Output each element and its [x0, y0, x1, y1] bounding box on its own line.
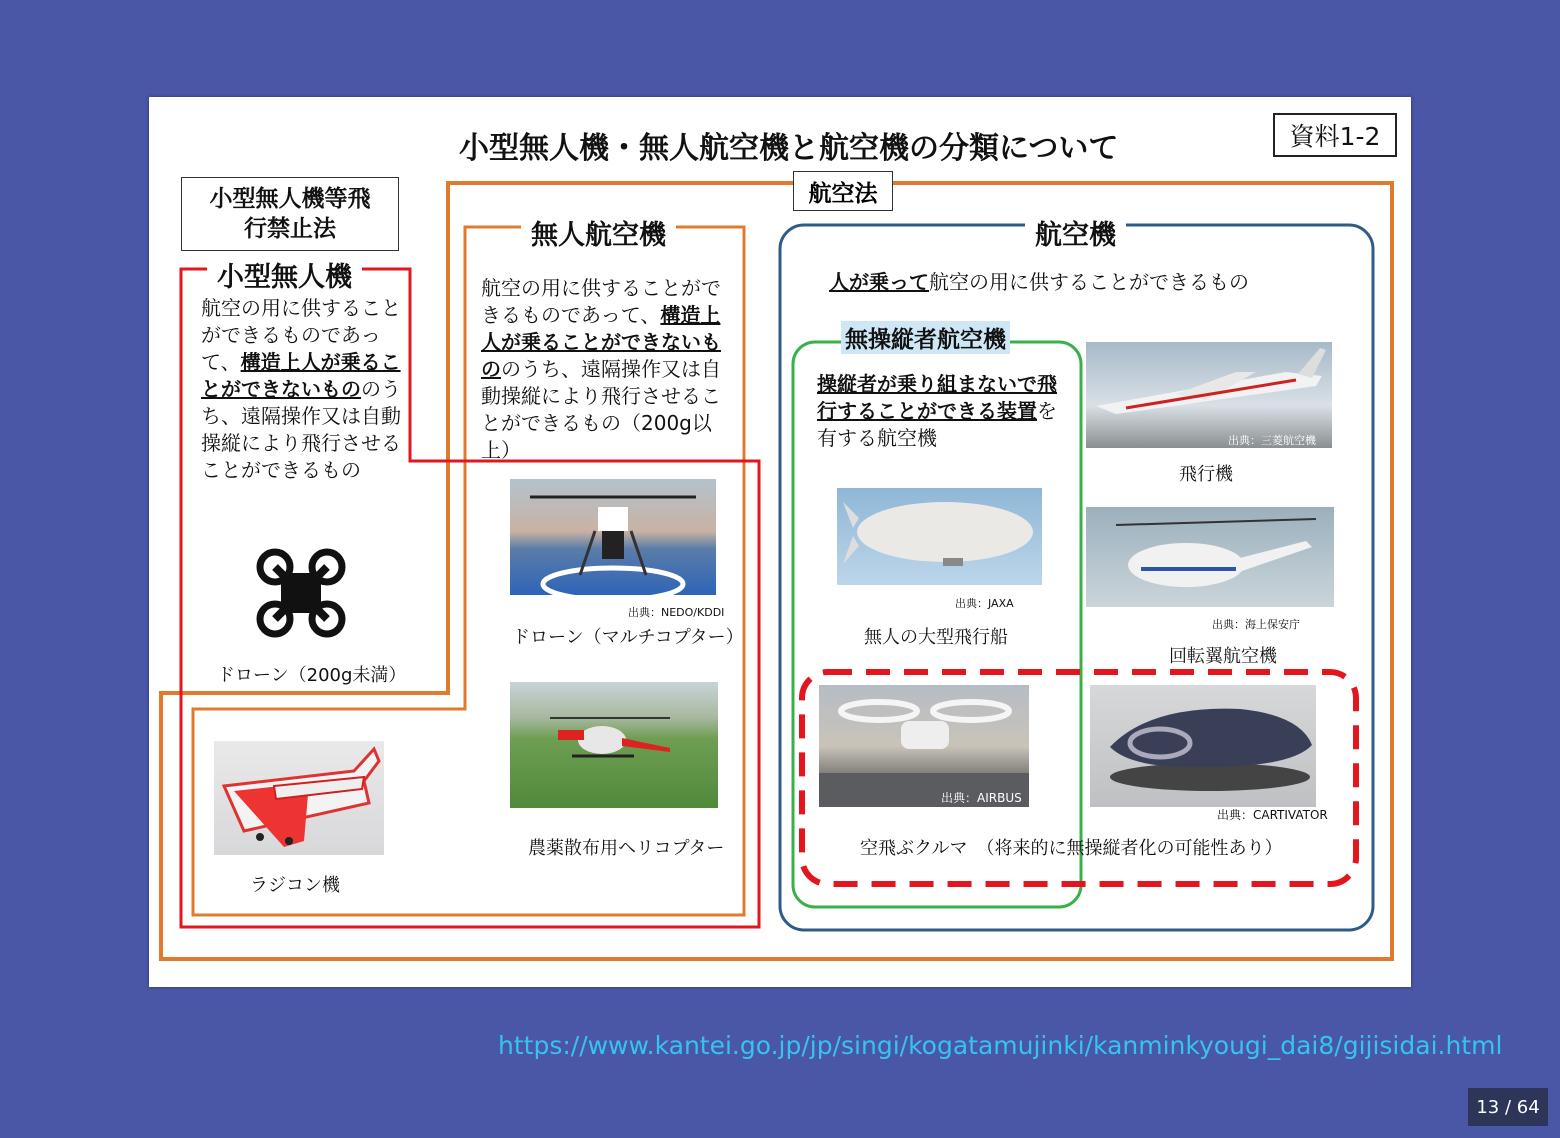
- unmanned-aircraft-definition: 操縦者が乗り組まないで飛行することができる装置を有する航空機: [817, 372, 1057, 450]
- airbus-credit: 出典：AIRBUS: [941, 791, 1022, 805]
- source-url-link[interactable]: https://www.kantei.go.jp/jp/singi/kogatamujinki/kanminkyougi_dai8/gijisidai.html: [498, 1031, 1503, 1060]
- document-ref-label: 資料1-2: [1273, 113, 1397, 157]
- rotorcraft-caption: 回転翼航空機: [1169, 646, 1277, 667]
- slide: [149, 97, 1411, 987]
- rc-plane-photo: [214, 741, 384, 855]
- airplane-caption: 飛行機: [1179, 464, 1233, 485]
- unmanned-aircraft-heading: 無操縦者航空機: [841, 321, 1010, 354]
- multicopter-caption: ドローン（マルチコプター）: [512, 627, 744, 648]
- aircraft-definition: 人が乗って航空の用に供することができるもの: [829, 270, 1249, 294]
- cartivator-flying-car-photo: [1090, 685, 1316, 807]
- aviation-law-label: 航空法: [793, 171, 893, 211]
- slide-title: 小型無人機・無人航空機と航空機の分類について: [459, 131, 1119, 166]
- rc-plane-caption: ラジコン機: [250, 875, 340, 896]
- small-drone-definition: 航空の用に供することができるものであって、構造上人が乗ることができないもののうち、遠隔操作又は自動操縦により飛行させることができるもの: [201, 296, 401, 482]
- multicopter-photo: [510, 479, 716, 595]
- small-drone-caption: ドローン（200g未満）: [217, 665, 407, 686]
- law-box: 小型無人機等飛 行禁止法: [181, 177, 399, 251]
- flying-car-caption: 空飛ぶクルマ （将来的に無操縦者化の可能性あり）: [860, 838, 1283, 859]
- rotorcraft-credit: 出典：海上保安庁: [1212, 618, 1300, 631]
- airplane-credit: 出典：三菱航空機: [1228, 434, 1316, 447]
- rotorcraft-photo: [1086, 507, 1334, 607]
- small-drone-heading: 小型無人機: [207, 255, 362, 294]
- multicopter-credit: 出典：NEDO/KDDI: [628, 606, 725, 619]
- airship-photo: [837, 488, 1042, 585]
- cartivator-credit: 出典：CARTIVATOR: [1217, 808, 1328, 822]
- slide-pager: 13 / 64: [1468, 1088, 1548, 1126]
- uav-definition: 航空の用に供することができるものであって、構造上人が乗ることができないもののうち、遠隔操作又は自動操縦により飛行させることができるもの（200g以上）: [481, 276, 721, 462]
- airship-caption: 無人の大型飛行船: [864, 627, 1008, 648]
- spray-heli-caption: 農薬散布用ヘリコプター: [528, 838, 725, 859]
- spray-heli-photo: [510, 682, 718, 808]
- drone-icon: [253, 545, 349, 641]
- aircraft-heading: 航空機: [1025, 213, 1126, 252]
- airship-credit: 出典：JAXA: [955, 597, 1014, 610]
- uav-heading: 無人航空機: [521, 213, 676, 252]
